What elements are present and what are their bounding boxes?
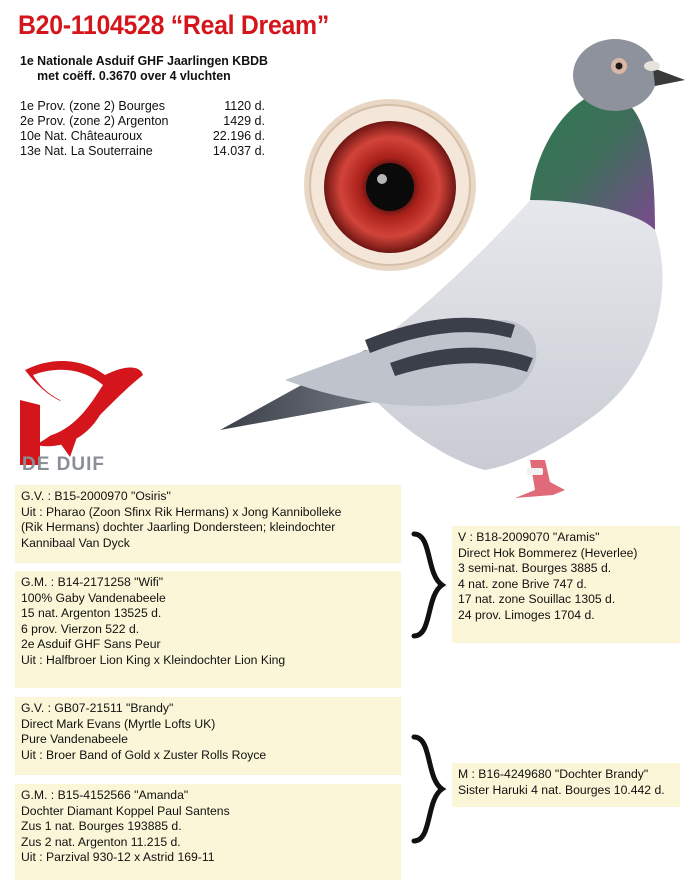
- mother-box: [452, 763, 680, 807]
- subtitle-line-2: met coëff. 0.3670 over 4 vluchten: [37, 68, 231, 83]
- pedigree-line: 100% Gaby Vandenabeele: [21, 590, 166, 605]
- pedigree-line: 3 semi-nat. Bourges 3885 d.: [458, 561, 612, 575]
- subtitle-line-1: 1e Nationale Asduif GHF Jaarlingen KBDB: [20, 53, 268, 68]
- pedigree-line: Zus 2 nat. Argenton 11.215 d.: [21, 834, 181, 849]
- grandfather-paternal-box: [15, 485, 401, 563]
- result-value: 1120 d.: [224, 99, 265, 113]
- grandfather-maternal-box: [15, 697, 401, 775]
- pedigree-line: Direct Mark Evans (Myrtle Lofts UK): [21, 716, 216, 731]
- pedigree-line: G.V. : B15-2000970 "Osiris": [21, 489, 171, 503]
- result-label: 1e Prov. (zone 2) Bourges: [20, 99, 165, 113]
- eye-closeup-photo: [300, 95, 480, 275]
- logo-wordmark: DE DUIF: [22, 454, 105, 475]
- father-box: [452, 526, 680, 643]
- grandmother-paternal-box: [15, 571, 401, 688]
- pedigree-line: Zus 1 nat. Bourges 193885 d.: [21, 819, 182, 833]
- pedigree-line: G.V. : GB07-21511 "Brandy": [21, 701, 174, 715]
- pedigree-line: Uit : Halfbroer Lion King x Kleindochter Lion King: [21, 652, 286, 667]
- pedigree-line: Direct Hok Bommerez (Heverlee): [458, 545, 638, 560]
- result-label: 10e Nat. Châteauroux: [20, 129, 143, 143]
- pedigree-line: (Rik Hermans) dochter Jaarling Dondersteen; kleindochter: [21, 520, 336, 534]
- pedigree-line: G.M. : B15-4152566 "Amanda": [21, 788, 189, 802]
- pedigree-line: 24 prov. Limoges 1704 d.: [458, 607, 595, 622]
- result-value: 22.196 d.: [212, 129, 265, 143]
- pedigree-line: Sister Haruki 4 nat. Bourges 10.442 d.: [458, 782, 665, 797]
- pedigree-line: 6 prov. Vierzon 522 d.: [21, 621, 140, 636]
- pedigree-line: Pure Vandenabeele: [21, 732, 128, 746]
- pedigree-line: Kannibaal Van Dyck: [21, 535, 130, 550]
- result-label: 13e Nat. La Souterraine: [20, 144, 153, 158]
- grandmother-maternal-box: [15, 784, 401, 880]
- brace-icon: [408, 733, 448, 845]
- pedigree-line: V : B18-2009070 "Aramis": [458, 530, 600, 544]
- pedigree-line: 17 nat. zone Souillac 1305 d.: [458, 592, 616, 606]
- result-label: 2e Prov. (zone 2) Argenton: [20, 114, 169, 128]
- pedigree-line: G.M. : B14-2171258 "Wifi": [21, 575, 164, 589]
- pedigree-line: M : B16-4249680 "Dochter Brandy": [458, 767, 649, 781]
- pedigree-line: 15 nat. Argenton 13525 d.: [21, 606, 162, 620]
- pedigree-line: 4 nat. zone Brive 747 d.: [458, 576, 587, 591]
- pedigree-line: Uit : Parzival 930-12 x Astrid 169-11: [21, 850, 215, 864]
- page-title: B20-1104528 “Real Dream”: [18, 10, 329, 40]
- pedigree-line: 2e Asduif GHF Sans Peur: [21, 637, 161, 651]
- pedigree-line: Dochter Diamant Koppel Paul Santens: [21, 803, 230, 818]
- pedigree-line: Uit : Broer Band of Gold x Zuster Rolls Royce: [21, 747, 267, 762]
- result-value: 14.037 d.: [212, 144, 265, 158]
- brace-icon: [408, 530, 448, 640]
- result-value: 1429 d.: [223, 114, 265, 128]
- pedigree-line: Uit : Pharao (Zoon Sfinx Rik Hermans) x Jong Kannibolleke: [21, 504, 342, 519]
